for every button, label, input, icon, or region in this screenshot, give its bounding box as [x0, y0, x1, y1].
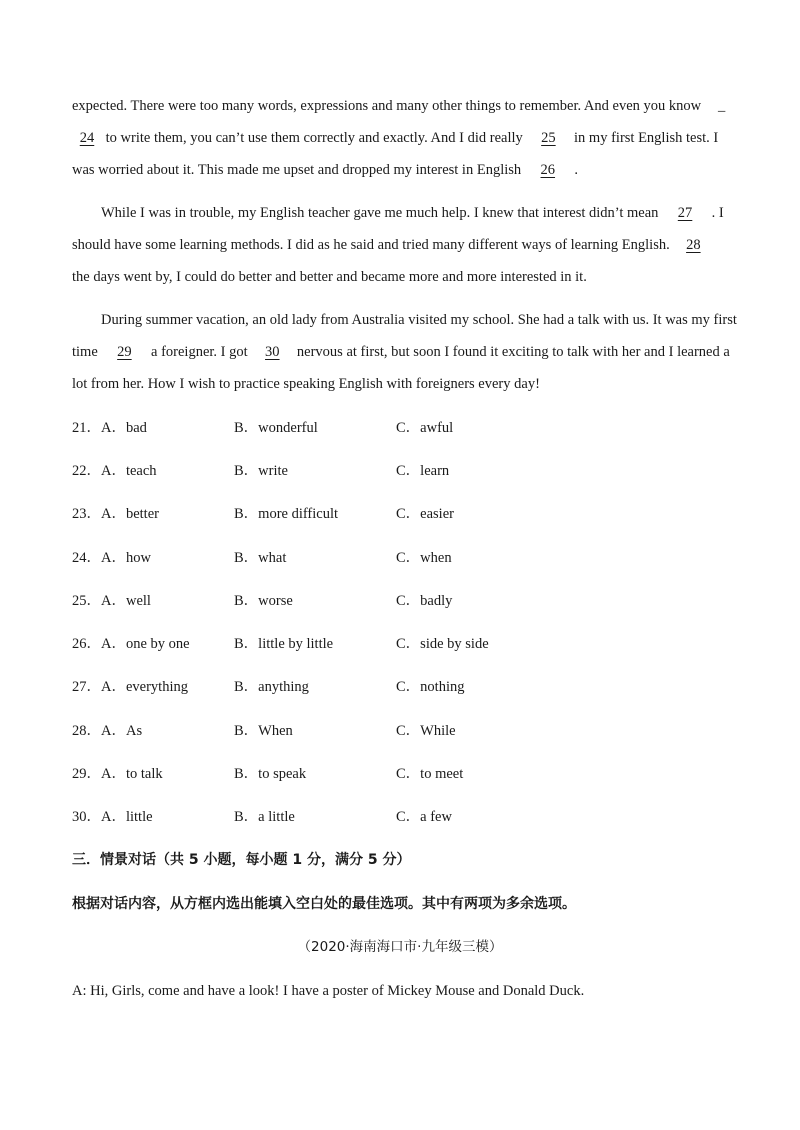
question-source: （2020·海南海口市·九年级三模） — [297, 939, 503, 955]
blank-28: 28 — [686, 237, 701, 253]
option-a: 27．A．everything — [72, 679, 188, 695]
option-row — [72, 504, 728, 524]
option-c: C．when — [396, 550, 452, 566]
section-instruction: 根据对话内容，从方框内选出能填入空白处的最佳选项。其中有两项为多余选项。 — [72, 896, 576, 912]
option-row — [72, 548, 728, 568]
passage-text: expected. There were too many words, expressions and many other things to remember. And even you know — [72, 98, 702, 114]
option-c: C．a few — [396, 809, 452, 825]
passage-line: During summer vacation, an old lady from Australia visited my school. She had a talk with us. It was my first — [101, 312, 737, 328]
passage-line: the days went by, I could do better and better and became more and more interested in it. — [72, 269, 587, 285]
blank-marker: _ — [718, 98, 726, 114]
option-c: C．to meet — [396, 766, 464, 782]
option-b: B．a little — [234, 809, 295, 825]
option-c: C．nothing — [396, 679, 465, 695]
option-a: 22．A．teach — [72, 463, 157, 479]
passage-line: time 29 a foreigner. I got 30 nervous at first, but soon I found it exciting to talk with her and I learned a — [72, 344, 730, 360]
option-c: C．learn — [396, 463, 450, 479]
passage-line: 24 to write them, you can’t use them correctly and exactly. And I did really 25 in my first English test. I — [72, 128, 718, 148]
blank-27: 27 — [677, 205, 693, 221]
dialogue-line: A: Hi, Girls, come and have a look! I have a poster of Mickey Mouse and Donald Duck. — [72, 983, 585, 999]
option-row — [72, 807, 728, 827]
option-a: 26．A．one by one — [72, 636, 190, 652]
option-b: B．wonderful — [234, 420, 318, 436]
option-b: B．When — [234, 723, 293, 739]
option-a: 24．A．how — [72, 550, 151, 566]
option-c: C．side by side — [396, 636, 489, 652]
option-c: C．While — [396, 723, 456, 739]
option-c: C．badly — [396, 593, 453, 609]
blank-24: 24 — [79, 130, 95, 146]
option-b: B．write — [234, 463, 288, 479]
passage-line: was worried about it. This made me upset and dropped my interest in English 26 . — [72, 162, 579, 178]
option-row — [72, 591, 728, 611]
passage-line: While I was in trouble, my English teacher gave me much help. I knew that interest didn’t mean 27 . I — [101, 205, 724, 221]
option-row — [72, 461, 728, 481]
option-a: 29．A．to talk — [72, 766, 163, 782]
option-a: 30．A．little — [72, 809, 153, 825]
option-a: 21．A．bad — [72, 420, 147, 436]
option-c: C．awful — [396, 420, 454, 436]
passage-line: should have some learning methods. I did as he said and tried many different ways of learning English. 28 — [72, 235, 713, 255]
blank-25: 25 — [541, 130, 556, 146]
option-row — [72, 721, 728, 741]
blank-29: 29 — [117, 344, 132, 360]
option-b: B．more difficult — [234, 506, 339, 522]
option-b: B．to speak — [234, 766, 307, 782]
option-b: B．little by little — [234, 636, 334, 652]
option-row — [72, 764, 728, 784]
passage-line: lot from her. How I wish to practice speaking English with foreigners every day! — [72, 376, 540, 392]
option-row — [72, 634, 728, 654]
option-a: 25．A．well — [72, 593, 151, 609]
option-c: C．easier — [396, 506, 454, 522]
passage-line — [72, 96, 701, 116]
blank-26: 26 — [540, 162, 556, 178]
blank-30: 30 — [265, 344, 280, 360]
option-a: 23．A．better — [72, 506, 159, 522]
section-heading: 三．情景对话（共 5 小题，每小题 1 分，满分 5 分） — [72, 852, 411, 868]
option-row — [72, 418, 728, 438]
option-row — [72, 677, 728, 697]
option-b: B．what — [234, 550, 287, 566]
option-b: B．anything — [234, 679, 309, 695]
option-a: 28．A．As — [72, 723, 143, 739]
option-b: B．worse — [234, 593, 293, 609]
